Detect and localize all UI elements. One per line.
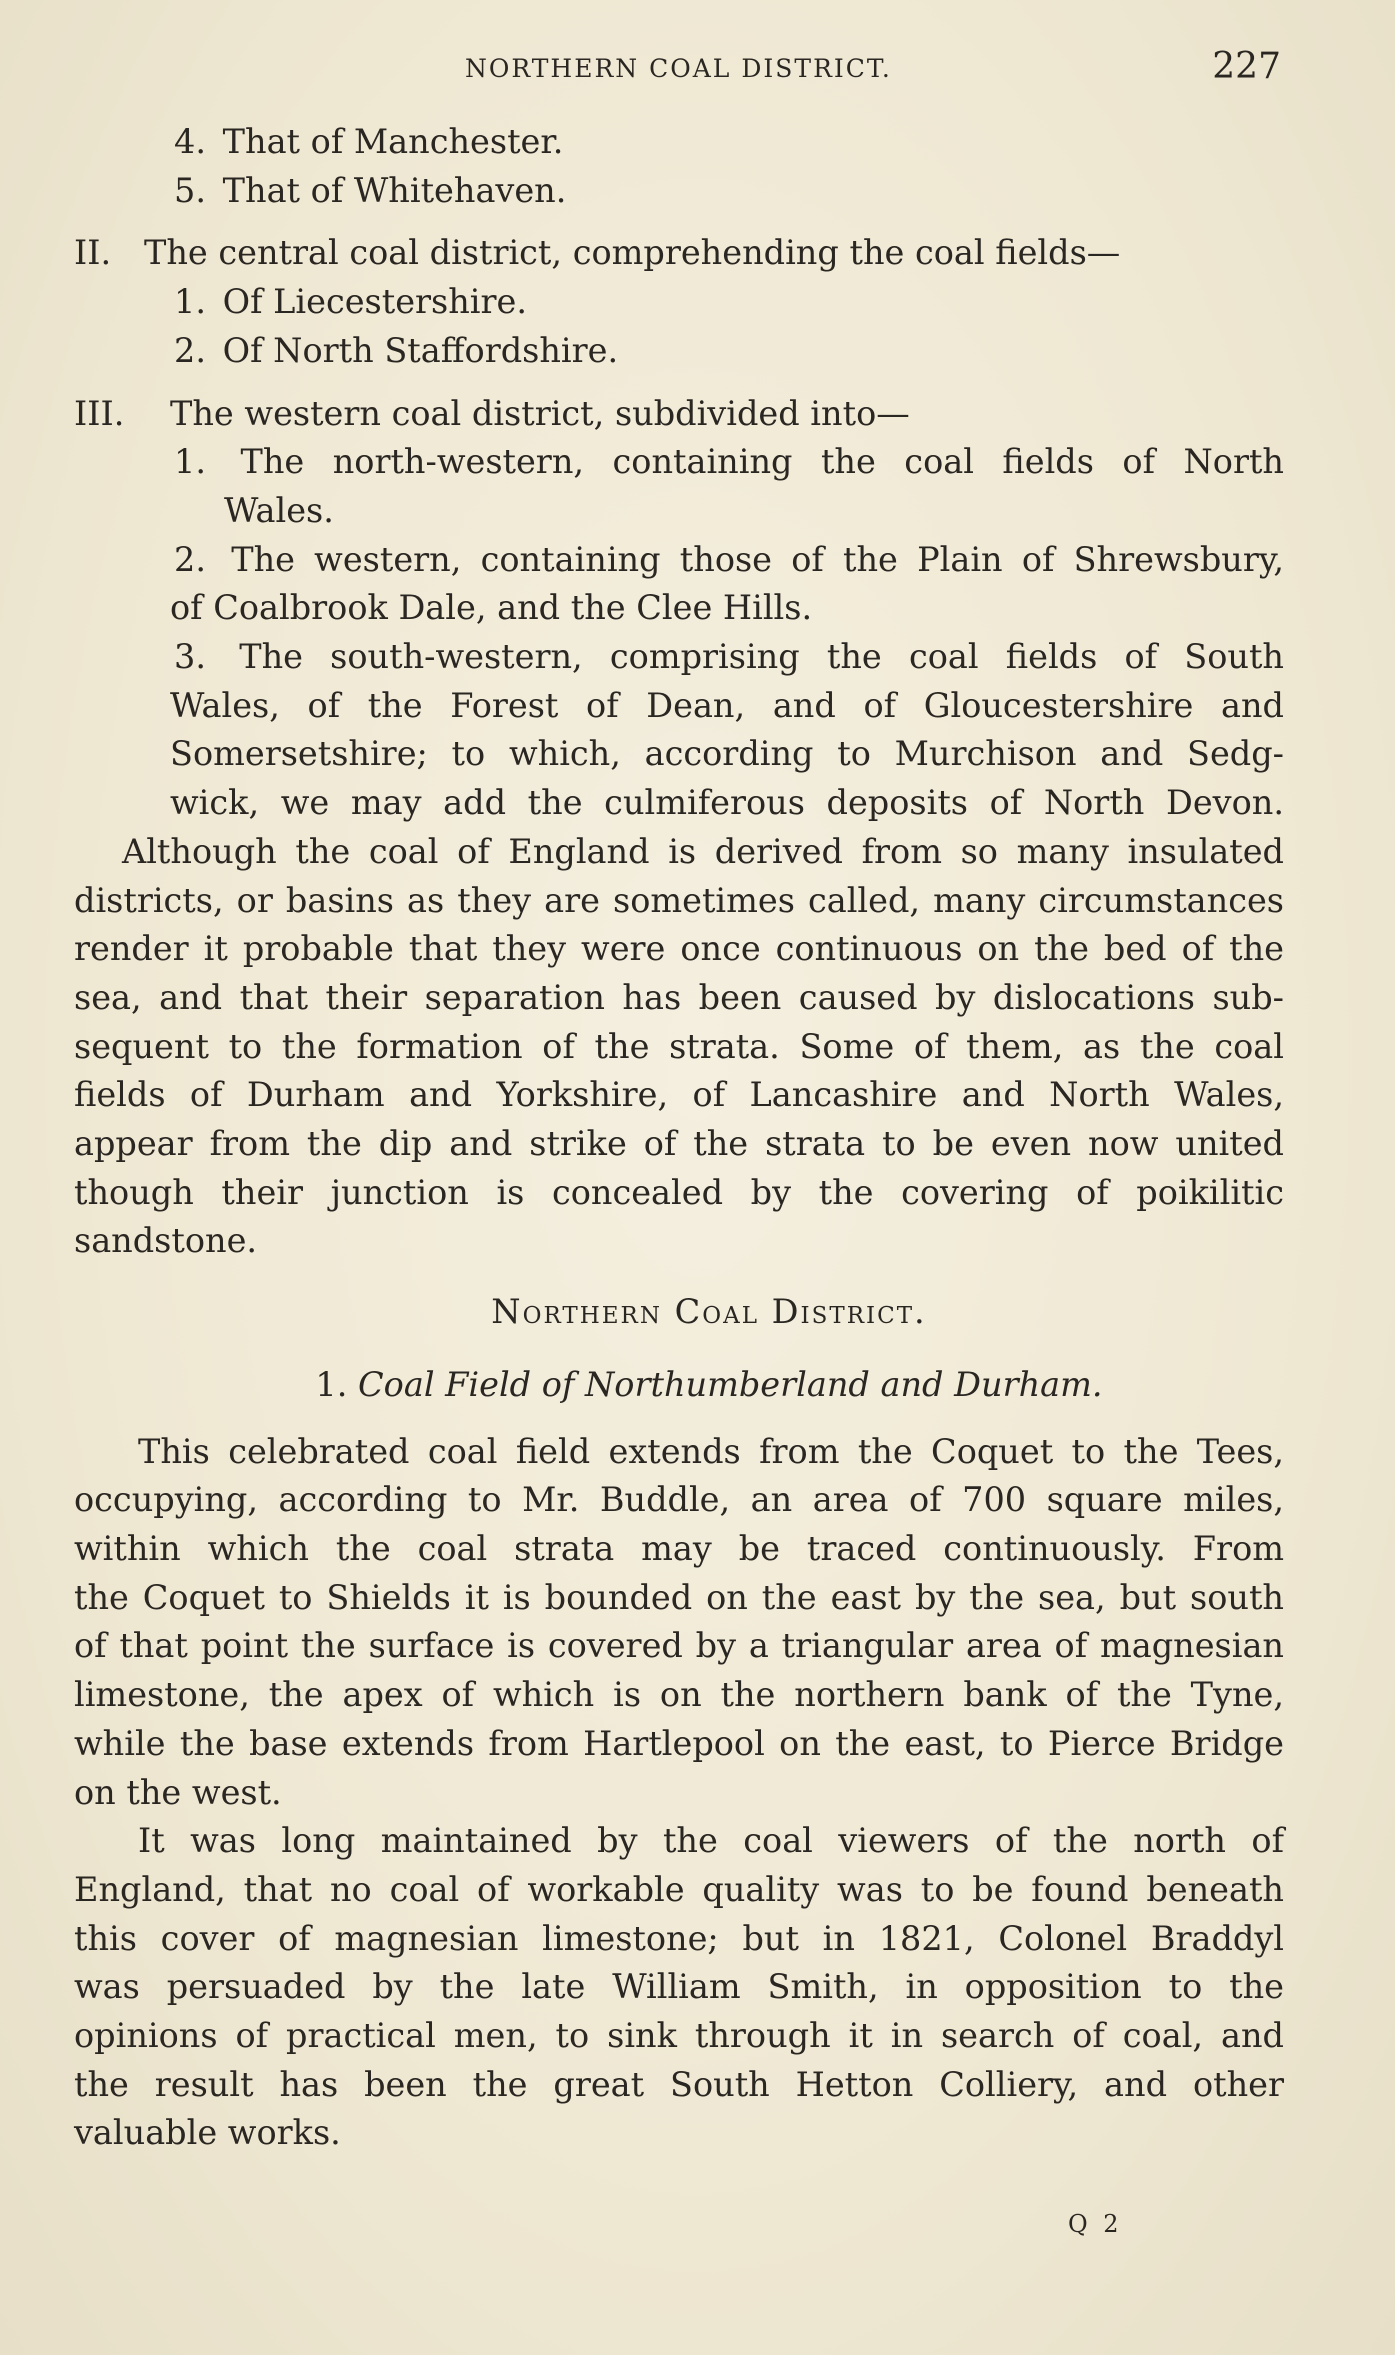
list-item-number: 1. (174, 282, 206, 322)
paragraph-line: England, that no coal of workable quality was to be found beneath (74, 1869, 1284, 1909)
list-item-line: Wales, of the Forest of Dean, and of Gloucestershire and (170, 685, 1284, 725)
paragraph-line: within which the coal strata may be traced continuously. From (74, 1528, 1284, 1568)
list-item-number: 1. (174, 442, 206, 482)
paragraph-line: on the west. (74, 1772, 282, 1812)
paragraph-line: appear from the dip and strike of the strata to be even now united (74, 1124, 1284, 1164)
list-item (74, 118, 1284, 167)
list-item-line: Wales. (224, 490, 334, 530)
list-item-text: That of Manchester. (222, 122, 564, 161)
paragraph-line: sequent to the formation of the strata. Some of them, as the coal (74, 1026, 1284, 1066)
list-item (74, 278, 1284, 327)
paragraph-line: Although the coal of England is derived from so many insulated (122, 831, 1284, 871)
subsection-heading (74, 1361, 1284, 1410)
district-intro: The central coal district, comprehending the coal fields— (144, 233, 1121, 273)
district-number: II. (74, 233, 112, 273)
paragraph-line: limestone, the apex of which is on the northern bank of the Tyne, (74, 1675, 1284, 1715)
list-item-line: wick, we may add the culmiferous deposits of North Devon. (170, 783, 1284, 823)
list-item-number: 5. (174, 170, 206, 210)
list-item-line (74, 536, 1284, 585)
list-item-number: 2. (174, 330, 206, 370)
list-item-text: Of Liecestershire. (222, 282, 528, 322)
paragraph-line: of that point the surface is covered by a triangular area of magnesian (74, 1626, 1284, 1666)
paragraph-line: though their junction is concealed by the covering of poikilitic (74, 1172, 1284, 1212)
list-item-number: 3. (174, 637, 206, 677)
list-item-line: of Coalbrook Dale, and the Clee Hills. (170, 588, 813, 628)
paragraph-line: valuable works. (74, 2113, 341, 2153)
paragraph-line: opinions of practical men, to sink through it in search of coal, and (74, 2016, 1284, 2056)
list-item-line (74, 633, 1284, 682)
paragraph-line: It was long maintained by the coal viewers of the north of (138, 1821, 1284, 1861)
list-item-text: That of Whitehaven. (222, 170, 567, 210)
list-item-number: 2. (174, 539, 206, 579)
list-item-number: 4. (174, 122, 206, 161)
district-heading (74, 229, 1284, 278)
paragraph-line: sandstone. (74, 1221, 258, 1261)
paragraph-line: was persuaded by the late William Smith, in opposition to the (74, 1967, 1284, 2007)
page-body (74, 118, 1284, 2158)
subsection-title: Coal Field of Northumberland and Durham. (358, 1364, 1103, 1404)
subsection-number: 1. (315, 1364, 348, 1404)
page-header (0, 46, 1395, 86)
district-number: III. (74, 393, 125, 433)
paragraph-line: fields of Durham and Yorkshire, of Lancashire and North Wales, (74, 1075, 1284, 1115)
district-heading (74, 390, 1284, 439)
list-item (74, 327, 1284, 376)
signature-mark: Q 2 (1068, 2210, 1123, 2238)
paragraph-line: occupying, according to Mr. Buddle, an area of 700 square miles, (74, 1480, 1284, 1520)
list-item-text: The south-western, comprising the coal fields of South (239, 637, 1285, 677)
list-item (74, 167, 1284, 216)
page-number: 227 (1212, 46, 1281, 87)
list-item-text: Of North Staffordshire. (222, 330, 619, 370)
paragraph-line: while the base extends from Hartlepool on the east, to Pierce Bridge (74, 1723, 1284, 1763)
paragraph-line: render it probable that they were once continuous on the bed of the (74, 929, 1284, 969)
paragraph-line: the Coquet to Shields it is bounded on the east by the sea, but south (74, 1577, 1284, 1617)
district-intro: The western coal district, subdivided into— (170, 393, 910, 433)
section-heading: Northern Coal District. (491, 1292, 927, 1332)
paragraph (74, 1428, 1284, 1818)
paragraph (74, 1817, 1284, 2158)
list-item-text: The western, containing those of the Plain of Shrewsbury, (231, 539, 1284, 579)
paragraph-line: districts, or basins as they are sometimes called, many circumstances (74, 880, 1284, 920)
list-item-line (74, 438, 1284, 487)
list-item-line: Somersetshire; to which, according to Murchison and Sedg- (170, 734, 1284, 774)
paragraph-line: This celebrated coal field extends from the Coquet to the Tees, (138, 1431, 1284, 1471)
paragraph-line: the result has been the great South Hetton Colliery, and other (74, 2064, 1284, 2104)
paragraph (74, 828, 1284, 1266)
running-head: NORTHERN COAL DISTRICT. (465, 54, 892, 83)
list-item-text: The north-western, containing the coal fields of North (240, 442, 1284, 482)
paragraph-line: this cover of magnesian limestone; but in 1821, Colonel Braddyl (74, 1918, 1284, 1958)
paragraph-line: sea, and that their separation has been caused by dislocations sub- (74, 977, 1284, 1017)
